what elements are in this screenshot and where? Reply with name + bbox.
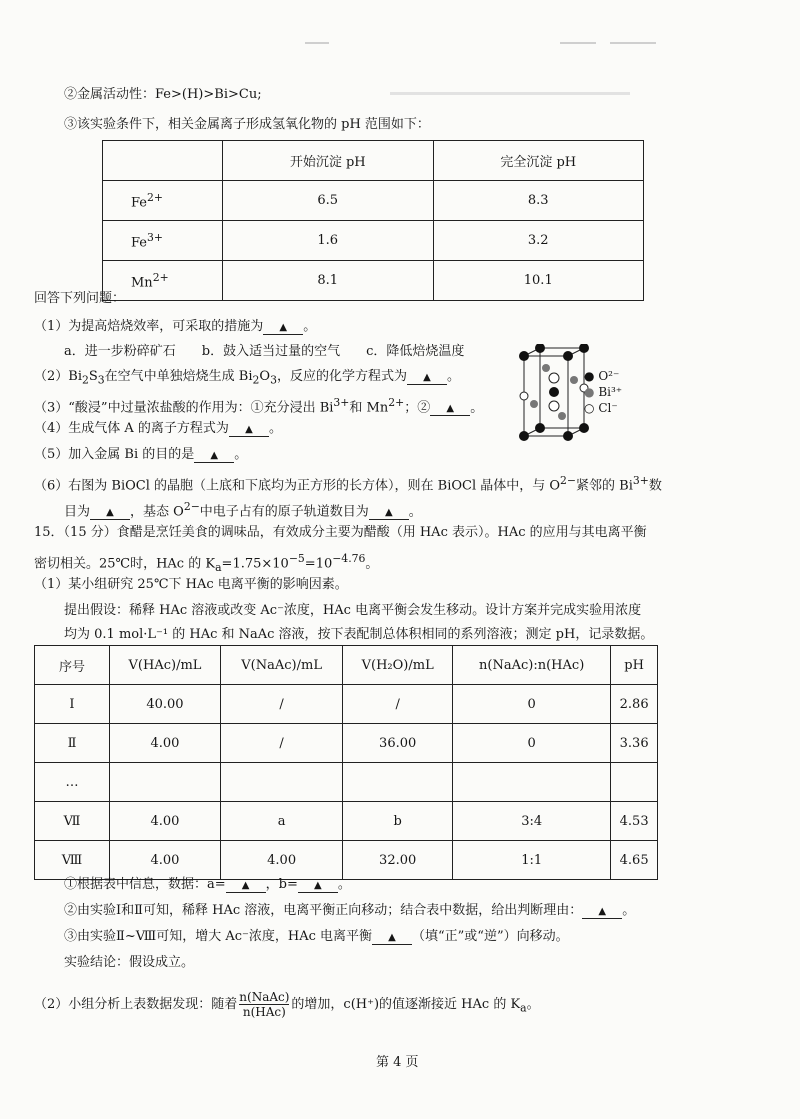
cl-ion-icon: ○: [584, 401, 595, 415]
complete-ph-cell: 3.2: [433, 221, 644, 261]
table-header-cell: 完全沉淀 pH: [433, 141, 644, 181]
table-cell: [110, 763, 221, 802]
question-6-line-1: （6）右图为 BiOCl 的晶胞（上底和下底均为正方形的长方体），则在 BiOCl 晶体中，与 $O^{2-}$紧邻的 $Bi^{3+}$数: [34, 474, 662, 494]
start-ph-cell: 6.5: [223, 181, 434, 221]
table-header-cell: pH: [611, 646, 658, 685]
table-cell: [453, 763, 611, 802]
text: 在空气中单独焙烧生成 Bi: [104, 369, 253, 384]
table-cell: 32.00: [343, 841, 453, 880]
text: a: [520, 1001, 527, 1015]
text: 。: [365, 556, 379, 572]
o-ion-icon: ●: [584, 369, 595, 383]
table-header-cell: V(HAc)/mL: [110, 646, 221, 685]
table-cell: 4.00: [110, 802, 221, 841]
experiment-data-table: [34, 645, 658, 880]
text: ①根据表中信息，数据：a=: [64, 877, 226, 892]
answer-blank[interactable]: ▲: [582, 906, 622, 919]
fact-metal-activity: ②金属活动性：Fe>(H)>Bi>Cu;: [64, 87, 262, 102]
legend-cl: Cl⁻: [598, 401, 618, 415]
text: 紧邻的 Bi: [576, 478, 633, 494]
question-6-line-2: 目为 ▲ ，基态 $O^{2-}$中电子占有的原子轨道数目为 ▲ 。: [64, 500, 422, 520]
question-text: （1）为提高焙烧效率，可采取的措施为: [34, 319, 264, 334]
table-cell: 3:4: [453, 802, 611, 841]
table-cell: 2.86: [611, 685, 658, 724]
table-cell: [220, 763, 342, 802]
answer-blank[interactable]: ▲: [90, 507, 130, 520]
table-header-cell: 序号: [35, 646, 110, 685]
table-row: [35, 685, 658, 724]
question-2: $(2)Bi_2S_3$在空气中单独焙烧生成 $Bi_2O_3$，反应的化学方程式为 ▲ 。: [34, 369, 460, 387]
question-3: （3）“酸浸”中过量浓盐酸的作用为：①充分浸出 $Bi^{3+}$和 $Mn^{2+}$；② ▲ 。: [34, 396, 484, 416]
table-cell: 4.00: [110, 724, 221, 763]
table-cell: 4.00: [220, 841, 342, 880]
ion-charge: 3+: [147, 230, 163, 244]
table-header-cell: n(NaAc):n(HAc): [453, 646, 611, 685]
text: （2）小组分析上表数据发现：随着: [34, 997, 238, 1012]
text: 。: [526, 997, 540, 1012]
text: ，反应的化学方程式为: [276, 369, 407, 384]
table-header-cell: [103, 141, 223, 181]
questions-title: 回答下列问题：: [34, 291, 126, 306]
question-1-options: a．进一步粉碎矿石 b．鼓入适当过量的空气 c．降低焙烧温度: [64, 344, 465, 359]
table-cell: 0: [453, 724, 611, 763]
table-row: [35, 763, 658, 802]
text: 。: [337, 877, 351, 892]
table-header-row: [35, 646, 658, 685]
text: ，基态 O: [130, 504, 184, 520]
precipitation-ph-table: [102, 140, 644, 301]
text: （3）“酸浸”中过量浓盐酸的作用为：①充分浸出 Bi: [34, 400, 334, 416]
table-header-cell: 开始沉淀 pH: [223, 141, 434, 181]
table-cell: 4.00: [110, 841, 221, 880]
page-footer: 第 4 页: [376, 1055, 419, 1070]
start-ph-cell: 1.6: [223, 221, 434, 261]
sub-question-1: [64, 876, 351, 893]
bi-ion-icon: ●: [584, 385, 595, 399]
table-cell: 3.36: [611, 724, 658, 763]
complete-ph-cell: 10.1: [433, 261, 644, 301]
table-row: [35, 802, 658, 841]
text: =10: [304, 556, 333, 572]
table-cell: b: [343, 802, 453, 841]
complete-ph-cell: 8.3: [433, 181, 644, 221]
legend-o: O²⁻: [598, 369, 620, 383]
text: ；②: [404, 400, 431, 416]
ion-cell: [103, 221, 223, 261]
text: 目为: [64, 504, 91, 520]
table-row: [103, 181, 644, 221]
table-cell: [343, 763, 453, 802]
table-cell: 0: [453, 685, 611, 724]
experiment-conclusion: 实验结论：假设成立。: [64, 955, 195, 970]
sub-question-3: [64, 928, 569, 945]
text: −5: [288, 552, 305, 565]
table-cell: /: [220, 724, 342, 763]
question-1: （1）为提高焙烧效率，可采取的措施为 ▲ 。: [34, 319, 317, 334]
text: 和 Mn: [349, 400, 389, 416]
table-cell: 40.00: [110, 685, 221, 724]
table-cell: 36.00: [343, 724, 453, 763]
hypothesis-line-1: 提出假设：稀释 HAc 溶液或改变 Ac⁻浓度，HAc 电离平衡会发生移动。设计方案并完成实验用浓度: [64, 603, 642, 618]
question-5: （5）加入金属 Bi 的目的是 ▲ 。: [34, 447, 248, 462]
question-15-part-1: （1）某小组研究 25℃下 HAc 电离平衡的影响因素。: [34, 577, 348, 592]
table-cell: Ⅶ: [35, 802, 110, 841]
question-text: （4）生成气体 A 的离子方程式为: [34, 421, 229, 436]
ion-symbol: Mn: [131, 275, 153, 291]
start-ph-cell: 8.1: [223, 261, 434, 301]
answer-blank[interactable]: ▲: [226, 880, 266, 893]
table-cell: 4.65: [611, 841, 658, 880]
table-cell: /: [343, 685, 453, 724]
text: ，b=: [265, 877, 298, 892]
table-row: [35, 841, 658, 880]
ion-charge: 2+: [152, 270, 169, 284]
table-cell: [611, 763, 658, 802]
text: ②由实验Ⅰ和Ⅱ可知，稀释 HAc 溶液，电离平衡正向移动；结合表中数据，给出判断理由：: [64, 903, 583, 918]
answer-blank[interactable]: ▲: [298, 880, 338, 893]
text: 数: [648, 478, 662, 494]
fact-ph-range: ③该实验条件下，相关金属离子形成氢氧化物的 pH 范围如下：: [64, 117, 430, 132]
answer-blank[interactable]: ▲: [369, 507, 409, 520]
text: O: [259, 369, 271, 384]
fraction-numerator: n(NaAc): [239, 990, 290, 1004]
table-row: [103, 261, 644, 301]
ratio-fraction: [239, 990, 289, 1019]
text: ③由实验Ⅱ~Ⅷ可知，增大 Ac⁻浓度，HAc 电离平衡: [64, 929, 373, 944]
text: （2）Bi: [34, 369, 82, 384]
table-cell: a: [220, 802, 342, 841]
text: 密切相关。25℃时，HAc 的 K: [34, 556, 216, 572]
question-15-line-1: 15．（15 分）食醋是烹饪美食的调味品，有效成分主要为醋酸（用 HAc 表示）。HAc 的应用与其电离平衡: [34, 525, 647, 540]
table-cell: 1:1: [453, 841, 611, 880]
answer-blank[interactable]: ▲: [407, 372, 447, 385]
ion-symbol: Fe: [131, 195, 148, 211]
text: 中电子占有的原子轨道数目为: [199, 504, 369, 520]
answer-blank[interactable]: ▲: [430, 403, 470, 416]
table-header-cell: V(H₂O)/mL: [343, 646, 453, 685]
table-cell: Ⅰ: [35, 685, 110, 724]
answer-blank[interactable]: ▲: [229, 424, 269, 437]
ion-charge: 2+: [147, 190, 163, 204]
table-header-row: [103, 141, 644, 181]
sub-question-2: ②由实验Ⅰ和Ⅱ可知，稀释 HAc 溶液，电离平衡正向移动；结合表中数据，给出判断理由： ▲ 。: [64, 903, 636, 918]
question-15-line-2: [34, 550, 378, 576]
question-15-part-2: [34, 990, 540, 1019]
table-cell: 4.53: [611, 802, 658, 841]
table-header-cell: V(NaAc)/mL: [220, 646, 342, 685]
ion-cell: [103, 181, 223, 221]
text: 的增加，c(H⁺)的值逐渐接近 HAc 的 K: [291, 997, 521, 1012]
table-cell: /: [220, 685, 342, 724]
answer-blank[interactable]: ▲: [263, 322, 303, 335]
text: −4.76: [332, 552, 366, 565]
legend-bi: Bi³⁺: [598, 385, 623, 399]
text: （6）右图为 BiOCl 的晶胞（上底和下底均为正方形的长方体），则在 BiOCl 晶体中，与 O: [34, 478, 561, 494]
ion-symbol: Fe: [131, 235, 148, 251]
table-row: [103, 221, 644, 261]
table-cell: Ⅷ: [35, 841, 110, 880]
text: a: [215, 560, 222, 574]
diagram-legend: [584, 368, 622, 416]
answer-blank[interactable]: ▲: [372, 932, 412, 945]
answer-blank[interactable]: ▲: [194, 450, 234, 463]
text: S: [88, 369, 98, 384]
table-row: [35, 724, 658, 763]
table-cell: Ⅱ: [35, 724, 110, 763]
question-4: （4）生成气体 A 的离子方程式为 ▲ 。: [34, 421, 282, 436]
fraction-denominator: n(HAc): [242, 1005, 286, 1019]
text: =1.75×10: [221, 556, 289, 572]
table-cell: …: [35, 763, 110, 802]
text: （填“正”或“逆”）向移动。: [412, 929, 569, 944]
question-text: （5）加入金属 Bi 的目的是: [34, 447, 195, 462]
hypothesis-line-2: 均为 0.1 mol·L⁻¹ 的 HAc 和 NaAc 溶液，按下表配制总体积相同的系列溶液；测定 pH，记录数据。: [64, 627, 654, 642]
